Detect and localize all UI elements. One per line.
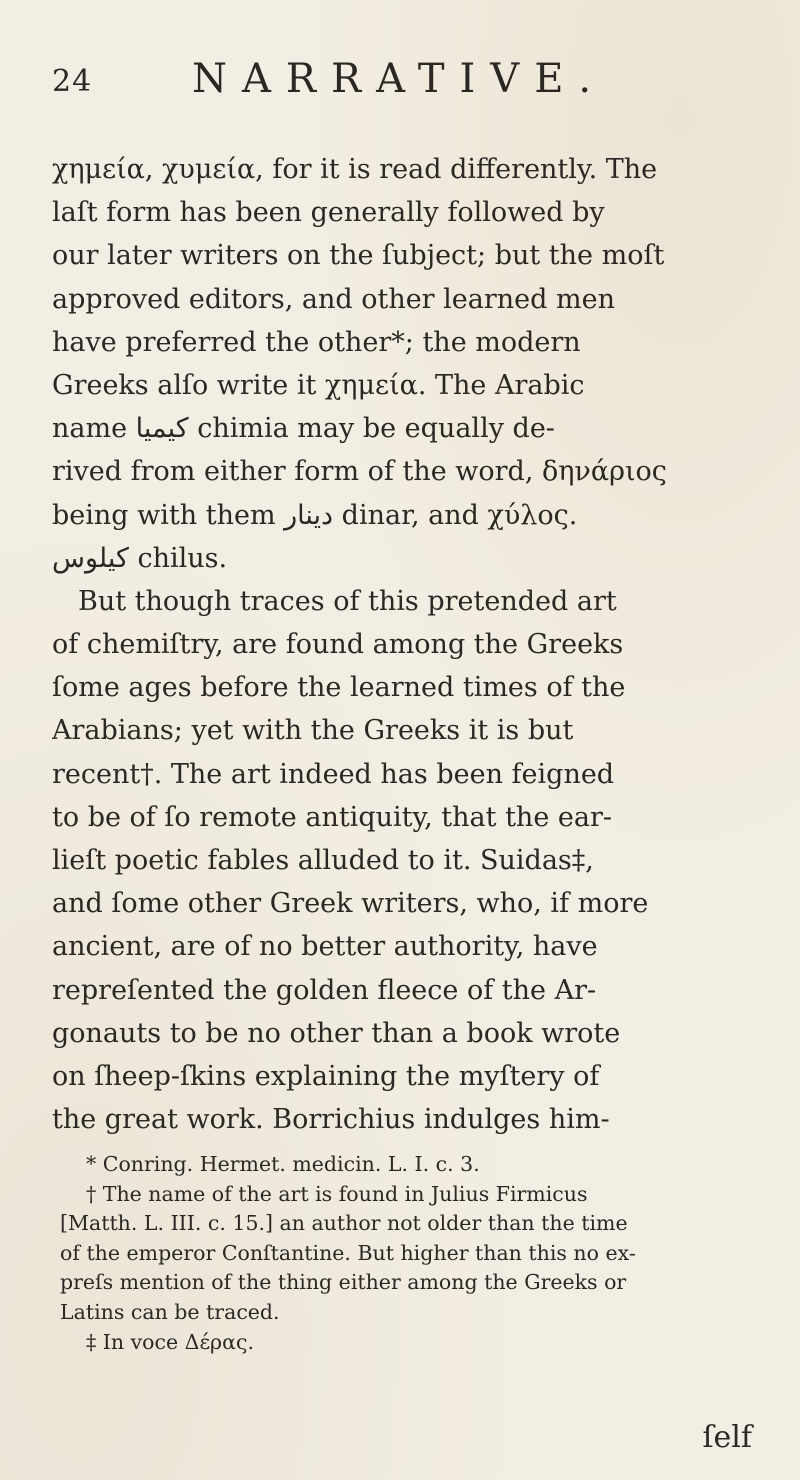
text-line: lieſt poetic fables alluded to it. Suidas‡, [52, 845, 594, 876]
text-line: the great work. Borrichius indulges him- [52, 1104, 610, 1136]
text-line: approved editors, and other learned men [52, 283, 615, 315]
text-line: χημεία, χυμεία, for it is read differently. The [52, 154, 658, 185]
text-line: Arabians; yet with the Greeks it is but [52, 715, 574, 747]
text-line: our later writers on the ſubject; but the moſt [52, 240, 665, 272]
text-line: laſt form has been generally followed by [52, 197, 605, 229]
text-line: to be of ſo remote antiquity, that the ear- [52, 801, 612, 833]
text-line: name كيميا chimia may be equally de- [52, 413, 555, 445]
page-header [52, 50, 752, 106]
footnote-line: Latins can be traced. [60, 1299, 280, 1324]
footnote-line: ‡ In voce Δέρας. [86, 1329, 254, 1354]
text-line: كيلوس chilus. [52, 542, 228, 574]
text-line: rived from either form of the word, δηνάριος [52, 456, 667, 488]
footnote-line: [Matth. L. III. c. 15.] an author not older than the time [60, 1211, 628, 1236]
text-line: Greeks alſo write it χημεία. The Arabic [52, 369, 585, 401]
body-text [52, 148, 752, 1141]
footnote-line: † The name of the art is found in Julius Firmicus [86, 1181, 588, 1206]
page-number: 24 [52, 64, 93, 99]
footnote-line: * Conring. Hermet. medicin. L. I. c. 3. [86, 1152, 480, 1176]
footnotes [60, 1150, 760, 1357]
text-line: have preferred the other*; the modern [52, 326, 581, 358]
text-line: But though traces of this pretended art [78, 585, 617, 617]
text-line: gonauts to be no other than a book wrote [52, 1017, 621, 1049]
text-line: repreſented the golden fleece of the Ar- [52, 974, 597, 1006]
text-line: ſome ages before the learned times of the [52, 672, 626, 704]
text-line: ancient, are of no better authority, have [52, 931, 598, 963]
text-line: being with them دينار dinar, and χύλος. [52, 499, 578, 531]
running-head: NARRATIVE. [192, 56, 607, 102]
catchword: ſelf [702, 1420, 752, 1455]
text-line: on ſheep-ſkins explaining the myſtery of [52, 1060, 600, 1092]
footnote-line: of the emperor Conſtantine. But higher than this no ex- [60, 1240, 636, 1265]
footnote-line: preſs mention of the thing either among the Greeks or [60, 1270, 627, 1295]
text-line: and ſome other Greek writers, who, if more [52, 888, 649, 920]
text-line: recent†. The art indeed has been feigned [52, 758, 615, 790]
text-line: of chemiſtry, are found among the Greeks [52, 629, 624, 661]
